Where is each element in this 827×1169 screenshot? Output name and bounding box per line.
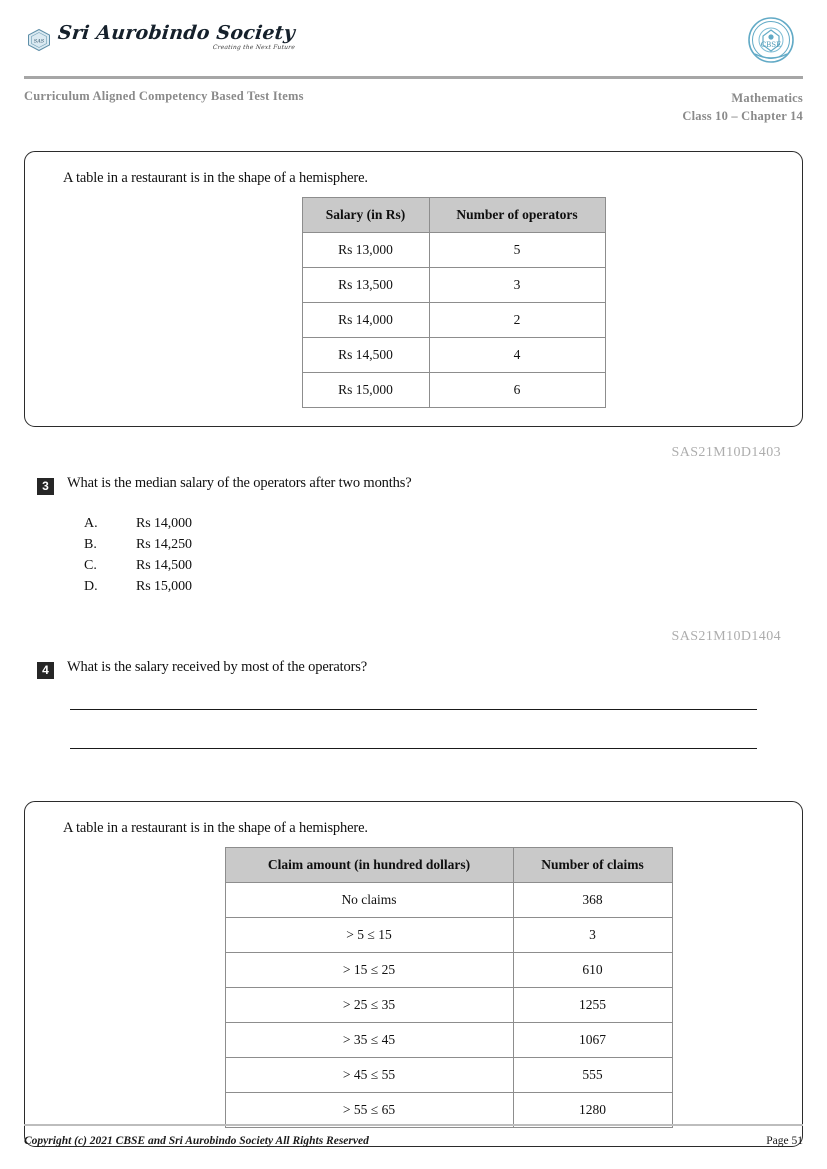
- page-header: [24, 0, 803, 68]
- option-b-text: Rs 14,250: [136, 537, 192, 553]
- table-row: [225, 1093, 672, 1128]
- cell-claim-amount: > 55 ≤ 65: [225, 1093, 513, 1128]
- cell-salary: Rs 13,000: [302, 233, 429, 268]
- cell-salary: Rs 15,000: [302, 373, 429, 408]
- question-4-text: What is the salary received by most of the operators?: [67, 659, 368, 676]
- column-header-salary: Salary (in Rs): [302, 198, 429, 233]
- option-b-letter: B.: [84, 537, 97, 553]
- cell-claim-amount: > 45 ≤ 55: [225, 1058, 513, 1093]
- cell-operators: 2: [429, 303, 605, 338]
- question-4-number: 4: [37, 662, 54, 679]
- salary-table: [302, 197, 606, 408]
- stimulus-2-text: A table in a restaurant is in the shape of a hemisphere.: [63, 820, 368, 837]
- question-4-code: SAS21M10D1404: [671, 629, 781, 645]
- option-d-letter: D.: [84, 579, 98, 595]
- stimulus-box-2: [24, 801, 803, 1147]
- column-header-claim-amount: Claim amount (in hundred dollars): [225, 848, 513, 883]
- page-footer: [24, 1124, 803, 1147]
- table-row: [225, 988, 672, 1023]
- cell-operators: 5: [429, 233, 605, 268]
- svg-text:CBSE: CBSE: [760, 41, 782, 49]
- table-row: [225, 918, 672, 953]
- column-header-number-of-claims: Number of claims: [513, 848, 672, 883]
- page-number: Page 51: [766, 1135, 803, 1147]
- table-row: [302, 303, 605, 338]
- copyright-text: Copyright (c) 2021 CBSE and Sri Aurobindo Society All Rights Reserved: [24, 1135, 369, 1147]
- answer-line[interactable]: [70, 748, 757, 749]
- cbse-seal-icon: [745, 14, 797, 66]
- option-a[interactable]: [84, 513, 803, 534]
- table-row: [225, 953, 672, 988]
- option-c[interactable]: [84, 555, 803, 576]
- option-a-text: Rs 14,000: [136, 516, 192, 532]
- option-c-letter: C.: [84, 558, 97, 574]
- cell-claim-amount: > 15 ≤ 25: [225, 953, 513, 988]
- answer-write-area[interactable]: [70, 709, 757, 749]
- brand-wordmark: [58, 24, 295, 51]
- stimulus-1-text: A table in a restaurant is in the shape of a hemisphere.: [63, 170, 368, 187]
- cell-operators: 4: [429, 338, 605, 373]
- cell-number-of-claims: 555: [513, 1058, 672, 1093]
- cell-salary: Rs 13,500: [302, 268, 429, 303]
- question-4: [24, 659, 803, 679]
- table-header-row: [302, 198, 605, 233]
- option-b[interactable]: [84, 534, 803, 555]
- stimulus-box-1: [24, 151, 803, 427]
- table-row: [302, 233, 605, 268]
- answer-line[interactable]: [70, 709, 757, 710]
- cell-number-of-claims: 1067: [513, 1023, 672, 1058]
- cell-number-of-claims: 1280: [513, 1093, 672, 1128]
- question-3-text: What is the median salary of the operators after two months?: [67, 475, 412, 492]
- hexagon-emblem-icon: [26, 28, 52, 52]
- table-header-row: [225, 848, 672, 883]
- question-3: [24, 475, 803, 495]
- brand-tagline: Creating the Next Future: [212, 44, 296, 51]
- cell-claim-amount: > 25 ≤ 35: [225, 988, 513, 1023]
- option-d-text: Rs 15,000: [136, 579, 192, 595]
- table-row: [302, 268, 605, 303]
- brand-logo: [26, 24, 295, 52]
- question-3-options: [84, 513, 803, 597]
- class-chapter-label: Class 10 – Chapter 14: [682, 109, 803, 124]
- option-a-letter: A.: [84, 516, 98, 532]
- question-3-number: 3: [37, 478, 54, 495]
- header-meta: [24, 79, 803, 125]
- cell-claim-amount: No claims: [225, 883, 513, 918]
- cell-number-of-claims: 368: [513, 883, 672, 918]
- claims-table: [225, 847, 673, 1128]
- subject-meta: [682, 89, 803, 125]
- cell-operators: 3: [429, 268, 605, 303]
- option-c-text: Rs 14,500: [136, 558, 192, 574]
- footer-divider: [24, 1124, 803, 1126]
- table-row: [225, 1023, 672, 1058]
- question-3-code: SAS21M10D1403: [671, 445, 781, 461]
- brand-name: Sri Aurobindo Society: [56, 22, 297, 44]
- table-row: [302, 373, 605, 408]
- cell-number-of-claims: 610: [513, 953, 672, 988]
- cell-operators: 6: [429, 373, 605, 408]
- option-d[interactable]: [84, 576, 803, 597]
- subject-label: Mathematics: [731, 91, 803, 105]
- column-header-operators: Number of operators: [429, 198, 605, 233]
- cell-salary: Rs 14,000: [302, 303, 429, 338]
- table-row: [302, 338, 605, 373]
- document-subtitle: Curriculum Aligned Competency Based Test Items: [24, 89, 304, 103]
- cell-claim-amount: > 5 ≤ 15: [225, 918, 513, 953]
- svg-text:SAS: SAS: [33, 38, 45, 45]
- table-row: [225, 1058, 672, 1093]
- cell-claim-amount: > 35 ≤ 45: [225, 1023, 513, 1058]
- table-row: [225, 883, 672, 918]
- cell-number-of-claims: 1255: [513, 988, 672, 1023]
- cell-salary: Rs 14,500: [302, 338, 429, 373]
- cell-number-of-claims: 3: [513, 918, 672, 953]
